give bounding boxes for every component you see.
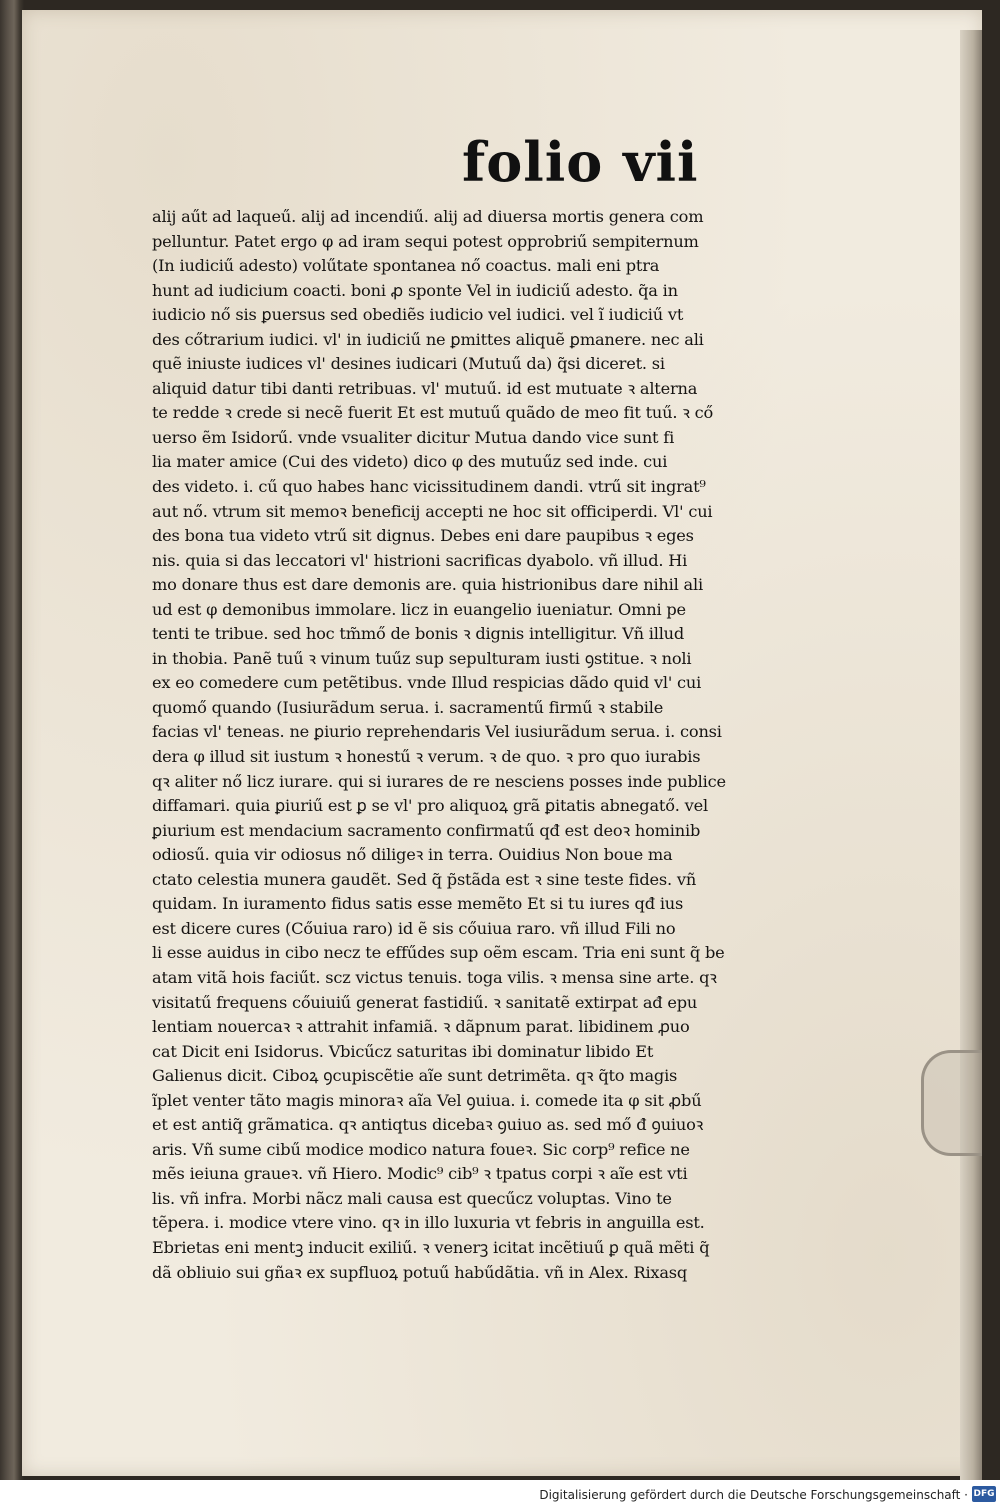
text-line: ex eo comedere cum petẽtibus. vnde Illud respicias dãdo quid vl' cui: [152, 673, 702, 693]
text-line: Ebrietas eni mentꝫ inducit exiliű. ꝛ venerꝫ icitat incẽtiuű ꝑ quã mẽti q̃: [152, 1237, 710, 1257]
text-line: lentiam nouercaꝛ ꝛ attrahit infamiã. ꝛ dãpnum parat. libidinem ꝓuo: [152, 1017, 690, 1037]
text-line: in thobia. Panẽ tuű ꝛ vinum tuűz sup sepulturam iusti ꝯstitue. ꝛ noli: [152, 648, 692, 668]
text-line: lis. vñ infra. Morbi nãcz mali causa est quecűcz voluptas. Vino te: [152, 1188, 672, 1208]
text-line: visitatű frequens cőuiuiű generat fastidiű. ꝛ sanitatẽ extirpat ađ epu: [152, 992, 698, 1012]
text-line: cat Dicit eni Isidorus. Vbicűcz saturitas ibi dominatur libido Et: [152, 1041, 654, 1061]
text-line: atam vitã hois faciűt. scz victus tenuis. toga vilis. ꝛ mensa sine arte. qꝛ: [152, 967, 717, 987]
footer-bar: [0, 1480, 1000, 1511]
text-line: aris. Vñ sume cibű modice modico natura foueꝛ. Sic corp⁹ refice ne: [152, 1139, 690, 1159]
text-line: et est antiq̃ grãmatica. qꝛ antiqtus dicebaꝛ ꝯuiuo as. sed mő đ ꝯuiuoꝛ: [152, 1115, 704, 1135]
text-line: li esse auidus in cibo necz te effűdes sup oẽm escam. Tria eni sunt q̃ be: [152, 943, 725, 963]
text-line: dera φ illud sit iustum ꝛ honestű ꝛ verum. ꝛ de quo. ꝛ pro quo iurabis: [152, 747, 701, 767]
text-line: Galienus dicit. Ciboꝝ ꝯcupiscẽtie aĩe sunt detrimẽta. qꝛ q̃to magis: [152, 1066, 678, 1086]
text-line: tenti te tribue. sed hoc tm̃mő de bonis ꝛ dignis intelligitur. Vñ illud: [152, 624, 685, 644]
text-line: tẽpera. i. modice vtere vino. qꝛ in illo luxuria vt febris in anguilla est.: [152, 1213, 705, 1233]
text-line: uerso ẽm Isidorű. vnde vsualiter dicitur Mutua dando vice sunt fi: [152, 427, 675, 447]
page-clip: [921, 1050, 982, 1156]
text-line: dã obliuio sui gñaꝛ ex supfluoꝝ potuű habűdãtia. vñ in Alex. Rixasq: [152, 1262, 688, 1282]
text-line: mo donare thus est dare demonis are. quia histrionibus dare nihil ali: [152, 575, 703, 595]
text-line: te redde ꝛ crede si necẽ fuerit Et est mutuű quãdo de meo fit tuű. ꝛ cő: [152, 403, 714, 423]
text-line: diffamari. quia ꝑiuriű est ꝑ se vl' pro aliquoꝝ grã ꝑitatis abnegatő. vel: [152, 796, 708, 816]
text-line: ꝑiurium est mendacium sacramento confirmatű qđ est deoꝛ hominib: [152, 820, 701, 840]
text-line: ud est φ demonibus immolare. licz in euangelio iueniatur. Omni pe: [152, 599, 686, 619]
text-line: aliquid datur tibi danti retribuas. vl' mutuű. id est mutuate ꝛ alterna: [152, 378, 698, 398]
text-line: mẽs ieiuna graueꝛ. vñ Hiero. Modic⁹ cib⁹ ꝛ tpatus corpi ꝛ aĩe est vti: [152, 1164, 688, 1184]
text-line: des cőtrarium iudici. vl' in iudiciű ne ꝑmittes aliquẽ ꝑmanere. nec ali: [152, 329, 704, 349]
text-line: odiosű. quia vir odiosus nő diligeꝛ in terra. Ouidius Non boue ma: [152, 845, 673, 865]
text-line: est dicere cures (Cőuiua raro) id ẽ sis cőuiua raro. vñ illud Fili no: [152, 918, 676, 938]
text-line: (In iudiciű adesto) volűtate spontanea nő coactus. mali eni ptra: [152, 256, 660, 276]
text-line: quidam. In iuramento fidus satis esse memẽto Et si tu iures qđ ius: [152, 894, 684, 914]
text-line: des bona tua videto vtrű sit dignus. Debes eni dare paupibus ꝛ eges: [152, 526, 694, 546]
text-line: iudicio nő sis ꝑuersus sed obediẽs iudicio vel iudici. vel ĩ iudiciű vt: [152, 305, 684, 325]
text-line: quomő quando (Iusiurãdum serua. i. sacramentű firmű ꝛ stabile: [152, 697, 664, 717]
text-line: nis. quia si das leccatori vl' histrioni sacrificas dyabolo. vñ illud. Hi: [152, 550, 688, 570]
funding-credit: Digitalisierung gefördert durch die Deutsche Forschungsgemeinschaft ·: [539, 1488, 968, 1502]
text-line: des videto. i. cű quo habes hanc vicissitudinem dandi. vtrű sit ingrat⁹: [152, 477, 706, 497]
text-line: ĩplet venter tãto magis minoraꝛ aĩa Vel ꝯuiua. i. comede ita φ sit ꝓbű: [152, 1090, 702, 1110]
text-line: alij aűt ad laqueű. alij ad incendiű. alij ad diuersa mortis genera com: [152, 207, 704, 226]
text-line: aut nő. vtrum sit memoꝛ beneficij accepti ne hoc sit officiperdi. Vl' cui: [152, 501, 713, 521]
text-line: pelluntur. Patet ergo φ ad iram sequi potest opprobriű sempiternum: [152, 231, 699, 251]
text-line: quẽ iniuste iudices vl' desines iudicari (Mutuű da) q̃si diceret. si: [152, 354, 665, 374]
folio-heading: folio vii: [462, 130, 699, 194]
text-line: lia mater amice (Cui des videto) dico φ des mutuűz sed inde. cui: [152, 452, 668, 472]
text-line: qꝛ aliter nő licz iurare. qui si iurares de re nesciens posses inde publice: [152, 771, 726, 791]
text-line: ctato celestia munera gaudẽt. Sed q̃ p̃stãda est ꝛ sine teste fides. vñ: [152, 869, 697, 889]
text-block: [152, 205, 770, 1285]
text-line: facias vl' teneas. ne ꝑiurio reprehendaris Vel iusiurãdum serua. i. consi: [152, 722, 722, 742]
text-line: hunt ad iudicium coacti. boni ꝓ sponte Vel in iudiciű adesto. q̃a in: [152, 280, 678, 300]
page-edge: [960, 30, 982, 1480]
dfg-logo: DFG: [972, 1486, 996, 1502]
